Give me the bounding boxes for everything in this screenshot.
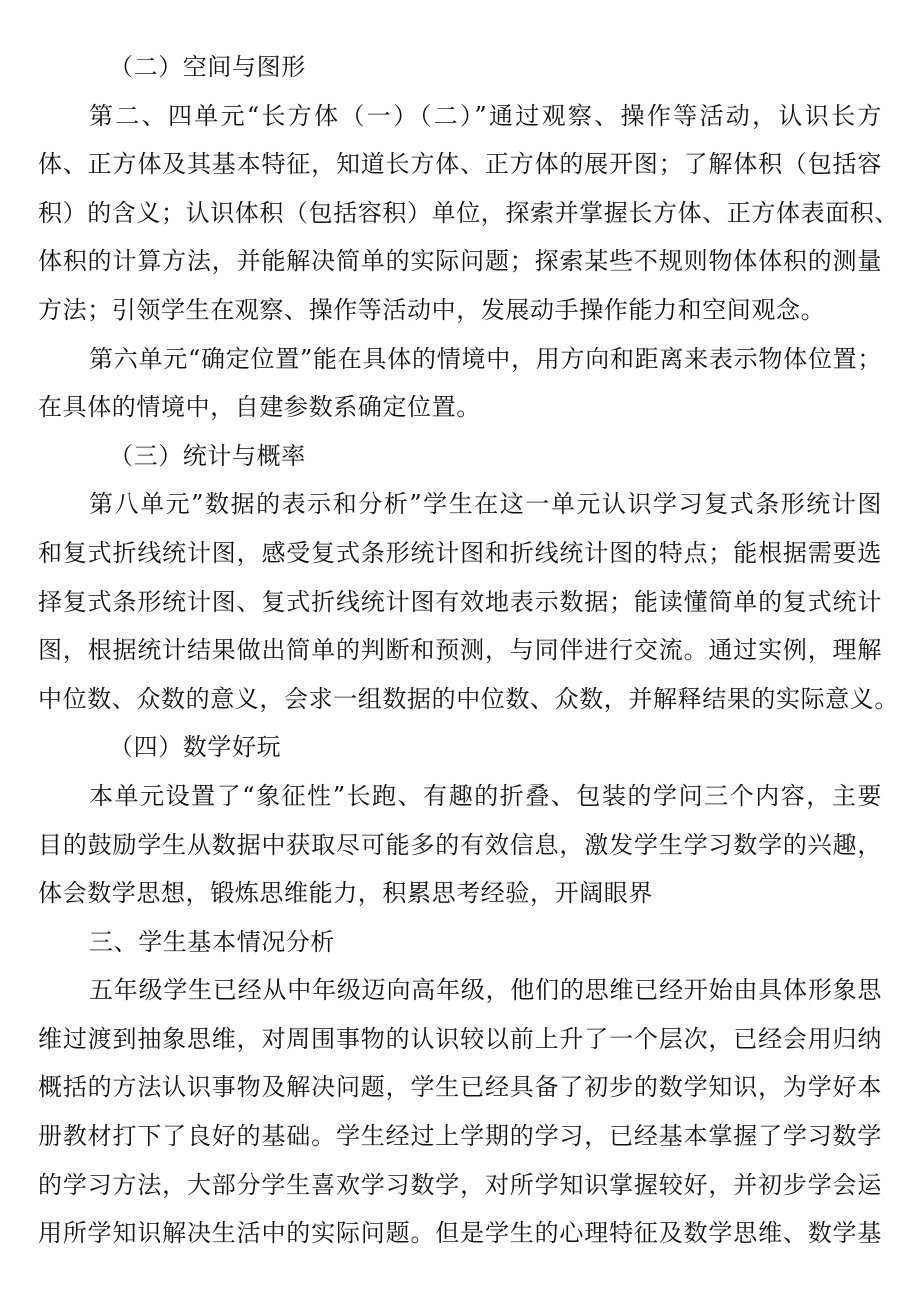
section-heading-fun-math: （四）数学好玩 (109, 733, 282, 762)
text-line: 目的鼓励学生从数据中获取尽可能多的有效信息，激发学生学习数学的兴趣， (38, 830, 882, 859)
text-line: 和复式折线统计图，感受复式条形统计图和折线统计图的特点；能根据需要选 (38, 538, 882, 567)
text-line: 体会数学思想，锻炼思维能力，积累思考经验，开阔眼界 (38, 879, 653, 908)
text-line: 概括的方法认识事物及解决问题，学生已经具备了初步的数学知识，为学好本 (38, 1073, 882, 1102)
section-heading-statistics-and-probability: （三）统计与概率 (109, 441, 306, 470)
text-line: 用所学知识解决生活中的实际问题。但是学生的心理特征及数学思维、数学基 (38, 1219, 882, 1248)
text-line: 维过渡到抽象思维，对周围事物的认识较以前上升了一个层次，已经会用归纳 (38, 1024, 882, 1053)
text-line: 体、正方体及其基本特征，知道长方体、正方体的展开图；了解体积（包括容 (38, 150, 882, 179)
text-line: 方法；引领学生在观察、操作等活动中，发展动手操作能力和空间观念。 (38, 295, 826, 324)
text-line: 的学习方法，大部分学生喜欢学习数学，对所学知识掌握较好，并初步学会运 (38, 1170, 882, 1199)
text-line: 本单元设置了“象征性”长跑、有趣的折叠、包装的学问三个内容，主要 (89, 781, 882, 810)
text-line: 第八单元”数据的表示和分析”学生在这一单元认识学习复式条形统计图 (89, 490, 882, 519)
text-line: 积）的含义；认识体积（包括容积）单位，探索并掌握长方体、正方体表面积、 (38, 198, 899, 227)
text-line: 第六单元“确定位置”能在具体的情境中，用方向和距离来表示物体位置； (89, 344, 882, 373)
text-line: 中位数、众数的意义，会求一组数据的中位数、众数，并解释结果的实际意义。 (38, 684, 899, 713)
text-line: 第二、四单元“长方体（一）（二）”通过观察、操作等活动，认识长方 (89, 101, 882, 130)
section-heading-student-analysis: 三、学生基本情况分析 (89, 927, 335, 956)
text-line: 五年级学生已经从中年级迈向高年级，他们的思维已经开始由具体形象思 (89, 976, 882, 1005)
text-line: 在具体的情境中，自建参数系确定位置。 (38, 393, 481, 422)
text-line: 图，根据统计结果做出简单的判断和预测，与同伴进行交流。通过实例，理解 (38, 636, 882, 665)
text-line: 体积的计算方法，并能解决简单的实际问题；探索某些不规则物体体积的测量 (38, 247, 882, 276)
text-line: 册教材打下了良好的基础。学生经过上学期的学习，已经基本掌握了学习数学 (38, 1122, 882, 1151)
section-heading-space-and-shape: （二）空间与图形 (109, 53, 306, 81)
text-line: 择复式条形统计图、复式折线统计图有效地表示数据；能读懂简单的复式统计 (38, 587, 882, 616)
